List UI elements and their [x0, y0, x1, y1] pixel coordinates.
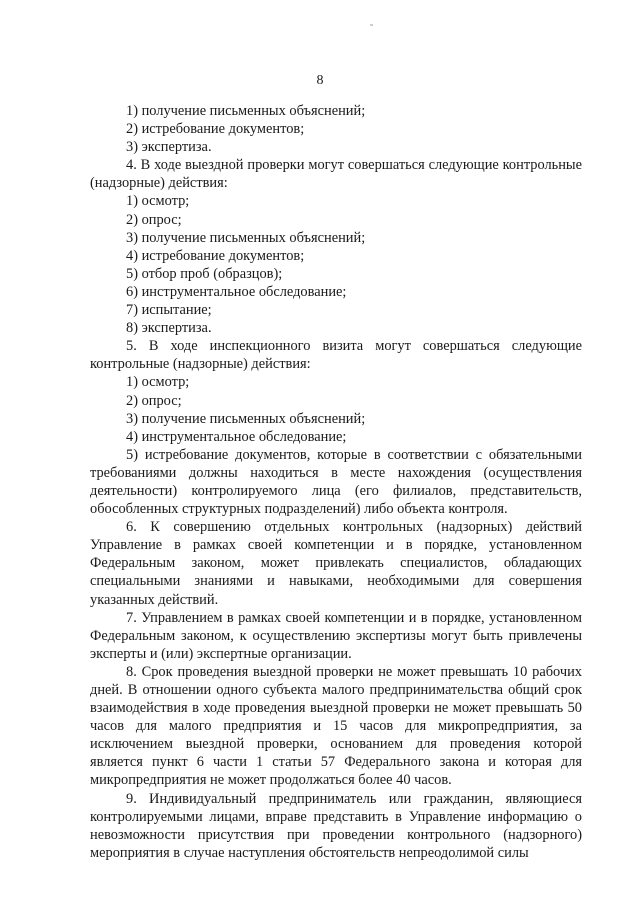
list-item: 6) инструментальное обследование;: [126, 283, 347, 300]
list-item: 5) отбор проб (образцов);: [126, 265, 283, 282]
paragraph: 5. В ходе инспекционного визита могут совершаться следующие контрольные (надзорные) действия:: [90, 338, 582, 373]
list-item: 1) осмотр;: [126, 374, 190, 391]
list-item: 1) получение письменных объяснений;: [126, 103, 366, 119]
page-number: 8: [316, 73, 324, 88]
paragraph: 4. В ходе выездной проверки могут совершаться следующие контрольные (надзорные) действия:: [90, 157, 582, 192]
list-item: 3) получение письменных объяснений;: [126, 410, 366, 427]
list-item: 4) инструментальное обследование;: [126, 428, 347, 445]
paragraph: 9. Индивидуальный предприниматель или гражданин, являющиеся контролируемыми лицами, вправе представить в Управление информацию о невозможности присутствия при проведении контрольного (надзорного) мероприятия в случае наступления обстоятельств непреодолимой силы: [90, 790, 582, 861]
list-item: 4) истребование документов;: [126, 247, 305, 264]
paragraph: 6. К совершению отдельных контрольных (надзорных) действий Управление в рамках своей компетенции и в порядке, установленном Федеральным законом, может привлекать специалистов, обладающих специальными знаниями и навыками, необходимыми для совершения указанных действий.: [90, 519, 582, 608]
paragraph: 7. Управлением в рамках своей компетенции и в порядке, установленном Федеральным законом, к осуществлению экспертизы могут быть привлечены эксперты и (или) экспертные организации.: [90, 609, 582, 662]
scan-artifact: [370, 24, 373, 26]
list-item: 1) осмотр;: [126, 193, 190, 210]
list-item: 8) экспертиза.: [126, 320, 212, 337]
document-body: [90, 102, 582, 862]
list-item: 2) истребование документов;: [126, 121, 305, 138]
list-item: 2) опрос;: [126, 392, 182, 409]
list-item: 3) экспертиза.: [126, 139, 212, 156]
list-item: 2) опрос;: [126, 211, 182, 228]
paragraph: 8. Срок проведения выездной проверки не может превышать 10 рабочих дней. В отношении одного субъекта малого предпринимательства общий срок взаимодействия в ходе проведения выездной проверки не может превышать 50 часов для малого предприятия и 15 часов для микропредприятия, за исключением выездной проверки, основанием для проведения которой является пункт 6 части 1 статьи 57 Федерального закона и которая для микропредприятия не может продолжаться более 40 часов.: [90, 663, 582, 789]
list-item: 7) испытание;: [126, 302, 212, 319]
paragraph: 5) истребование документов, которые в соответствии с обязательными требованиями должны находиться в месте нахождения (осуществления деятельности) контролируемого лица (его филиалов, представительств, обособленных структурных подразделений) либо объекта контроля.: [90, 446, 582, 518]
list-item: 3) получение письменных объяснений;: [126, 229, 366, 246]
